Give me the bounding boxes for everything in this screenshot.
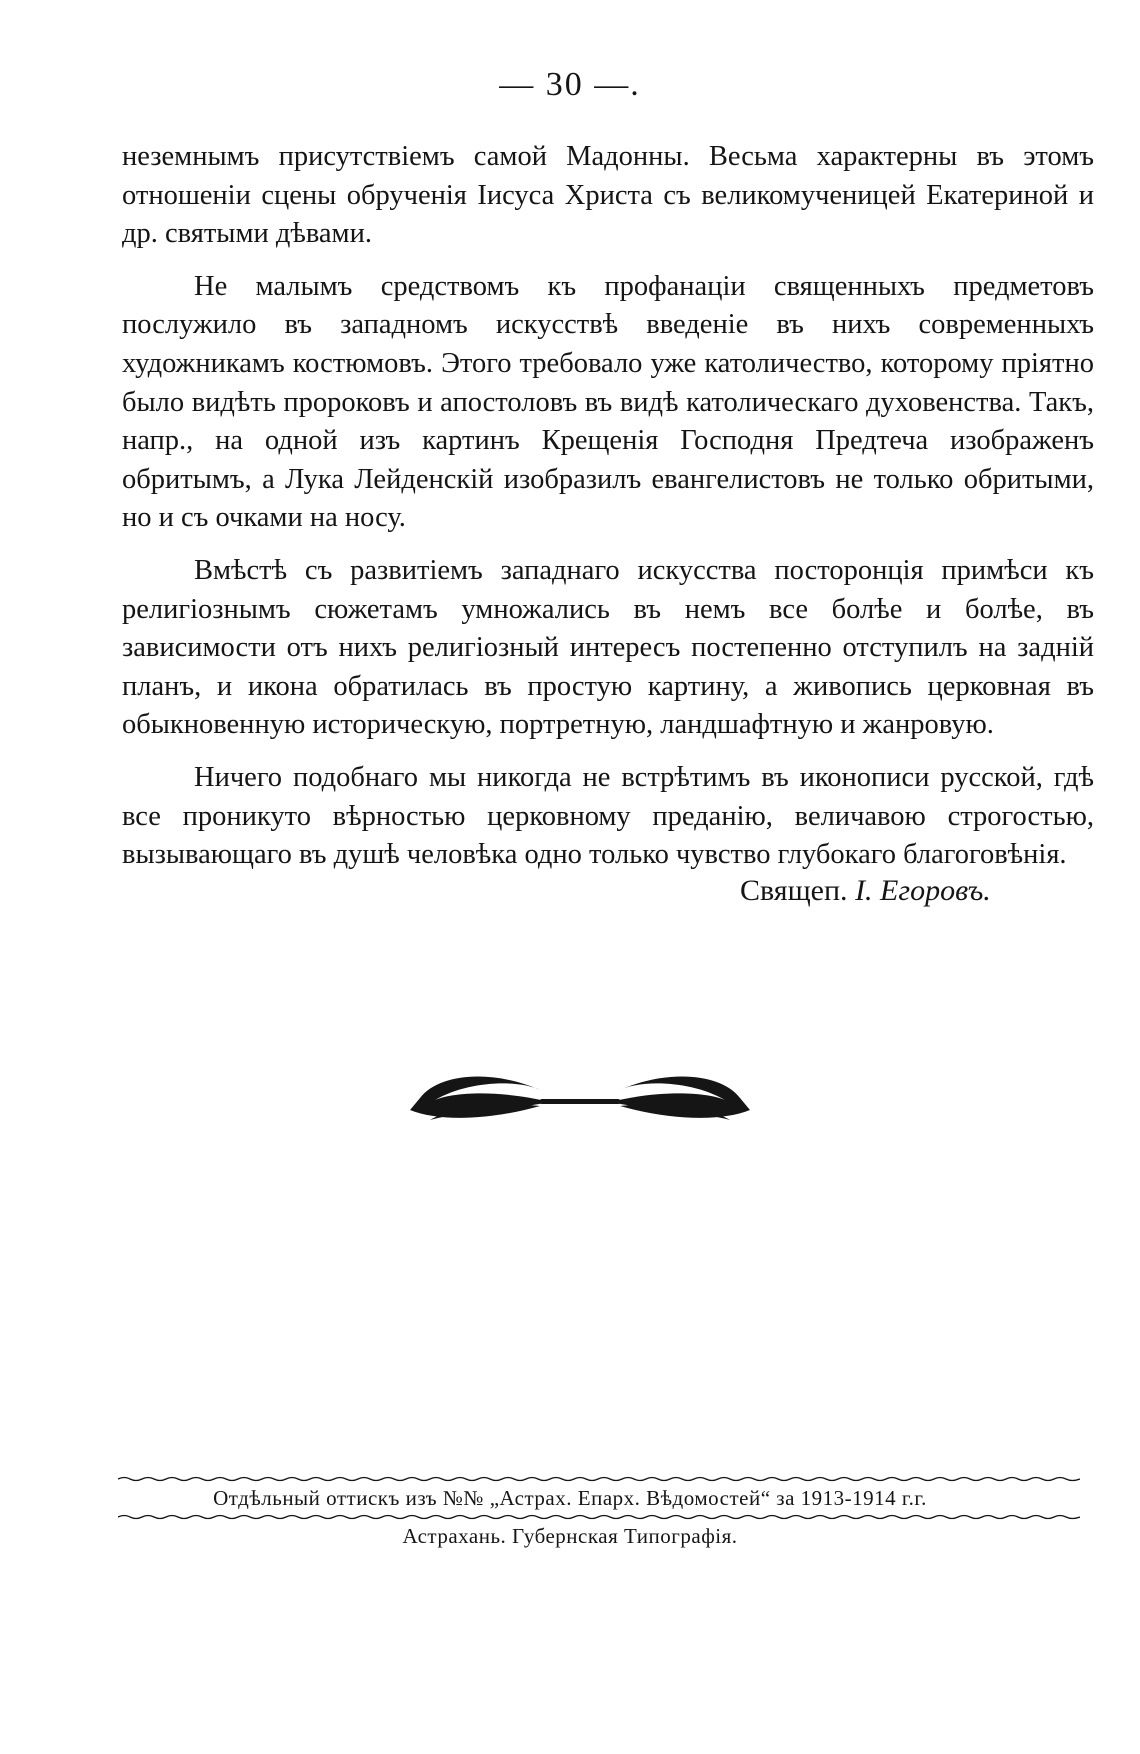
ornament-flourish-icon (400, 1050, 760, 1130)
body-text (122, 138, 1094, 889)
footer-rule-top (118, 1476, 1080, 1482)
paragraph: Вмѣстѣ съ развитіемъ западнаго искусства посторонція примѣси къ религіознымъ сюжетамъ умножались въ немъ все болѣе и болѣе, въ зависимости отъ нихъ религіозный интересъ постепенно отступилъ на задній планъ, и икона обратилась въ простую картину, а живопись церковная въ обыкновенную историческую, портретную, ландшафтную и жанровую. (122, 554, 1094, 741)
footer-rule-bottom (118, 1514, 1080, 1520)
signature-title: Свящеп. (740, 874, 848, 907)
reprint-note: Отдѣльный оттискъ изъ №№ „Астрах. Епарх. Вѣдомостей“ за 1913-1914 г.г. (213, 1486, 927, 1510)
paragraph: неземнымъ присутствіемъ самой Мадонны. Весьма характерны въ этомъ отношеніи сцены обрученія Іисуса Христа съ великомученицей Екатериной и др. святыми дѣвами. (122, 141, 1094, 250)
signature-author: І. Егоровъ. (855, 874, 991, 907)
paragraph: Ничего подобнаго мы никогда не встрѣтимъ въ иконописи русской, гдѣ все проникуто вѣрностью церковному преданію, величавою строгостью, вызывающаго въ душѣ человѣка одно только чувство глубокаго благоговѣнія. (122, 761, 1094, 871)
paragraph: Не малымъ средствомъ къ профанаціи священныхъ предметовъ послужило въ западномъ искусствѣ введеніе въ нихъ современныхъ художникамъ костюмовъ. Этого требовало уже католичество, которому пріятно было видѣть пророковъ и апостоловъ въ видѣ католическаго духовенства. Такъ, напр., на одной изъ картинъ Крещенія Господня Предтеча изображенъ обритымъ, а Лука Лейденскій изобразилъ евангелистовъ не только обритыми, но и съ очками на носу. (122, 270, 1094, 534)
signature (740, 874, 991, 908)
printer-line: Астрахань. Губернская Типографія. (402, 1524, 738, 1548)
page-number: — 30 —. (499, 66, 641, 103)
